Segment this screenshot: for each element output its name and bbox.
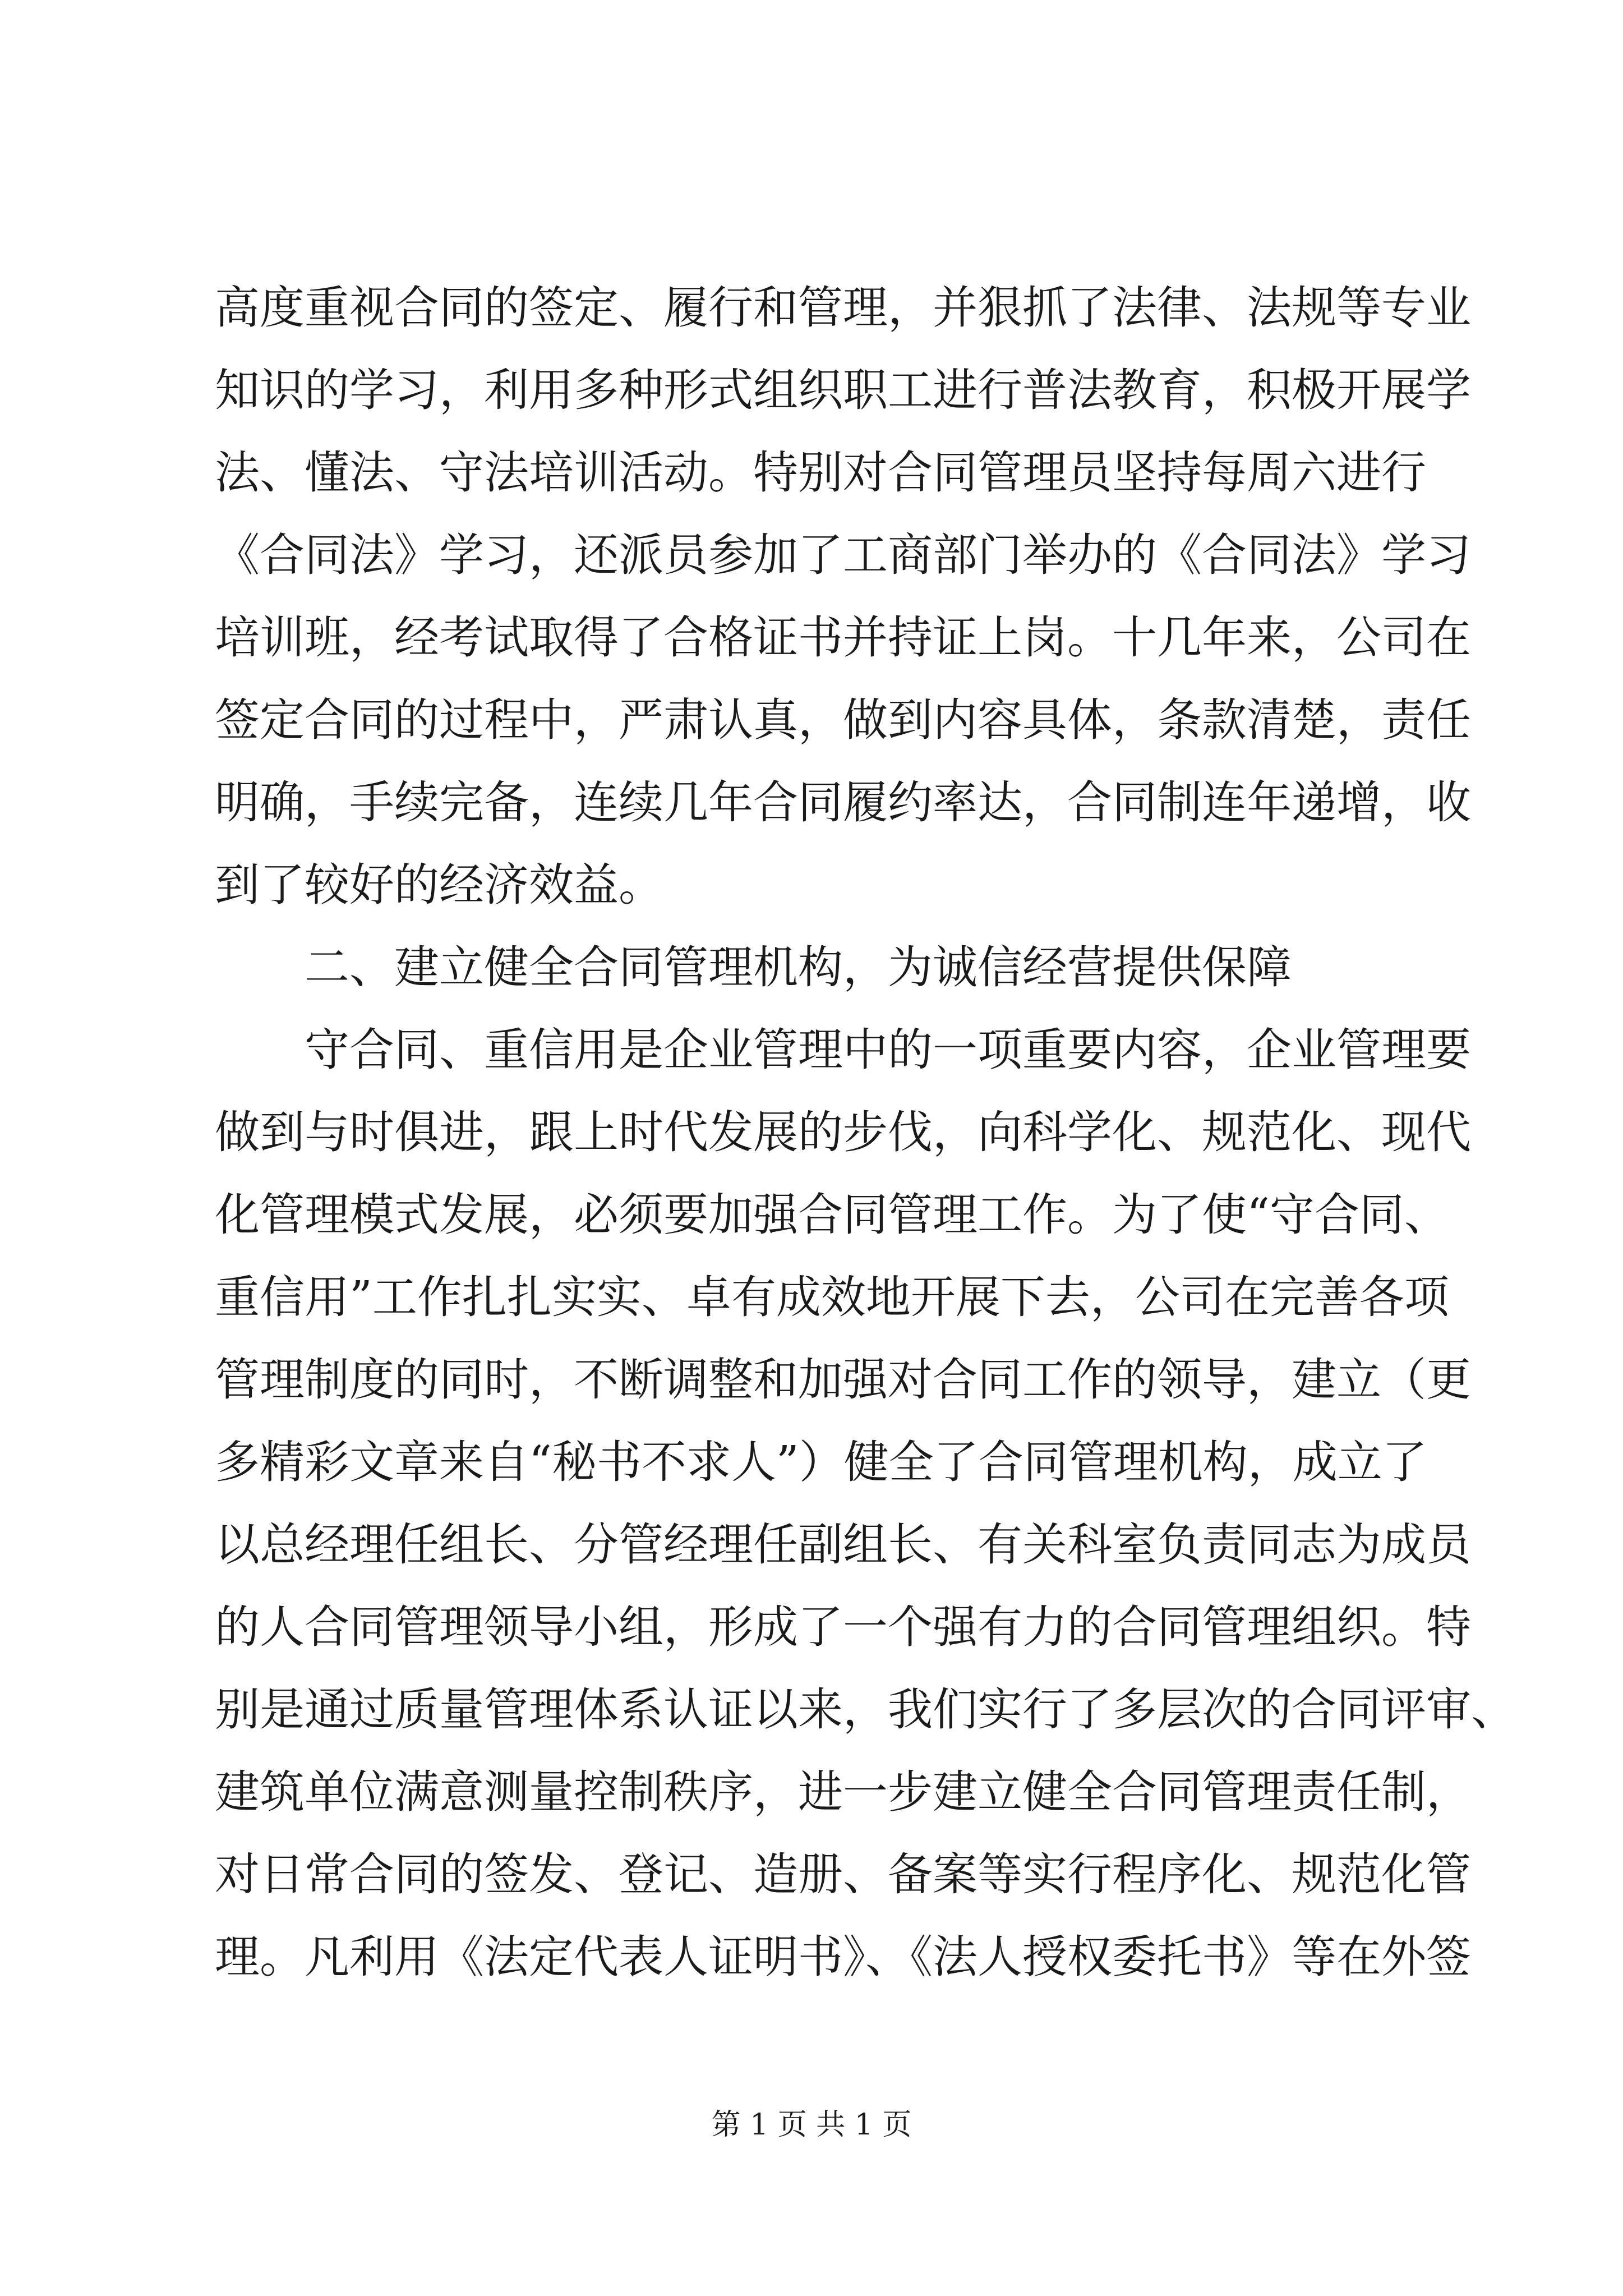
- text-line: 知识的学习，利用多种形式组织职工进行普法教育，积极开展学: [215, 364, 1471, 416]
- text-line: 守合同、重信用是企业管理中的一项重要内容，企业管理要: [305, 1024, 1471, 1076]
- text-line: 多精彩文章来自“秘书不求人”）健全了合同管理机构，成立了: [215, 1436, 1427, 1488]
- text-line: 做到与时俱进，跟上时代发展的步伐，向科学化、规范化、现代: [215, 1106, 1471, 1158]
- text-line: 化管理模式发展，必须要加强合同管理工作。为了使“守合同、: [215, 1189, 1449, 1241]
- section-heading: 二、建立健全合同管理机构，为诚信经营提供保障: [305, 941, 1292, 993]
- text-line: 法、懂法、守法培训活动。特别对合同管理员坚持每周六进行: [215, 447, 1426, 499]
- text-line: 培训班，经考试取得了合格证书并持证上岗。十几年来，公司在: [215, 611, 1471, 664]
- text-line: 以总经理任组长、分管经理任副组长、有关科室负责同志为成员: [215, 1519, 1471, 1571]
- text-line: 管理制度的同时，不断调整和加强对合同工作的领导，建立（更: [215, 1354, 1471, 1406]
- text-line: 《合同法》学习，还派员参加了工商部门举办的《合同法》学习: [215, 529, 1471, 581]
- text-line: 理。凡利用《法定代表人证明书》、《法人授权委托书》等在外签: [215, 1931, 1471, 1983]
- text-line: 重信用”工作扎扎实实、卓有成效地开展下去，公司在完善各项: [215, 1271, 1449, 1323]
- text-line: 建筑单位满意测量控制秩序，进一步建立健全合同管理责任制，: [215, 1766, 1471, 1818]
- text-line: 明确，手续完备，连续几年合同履约率达，合同制连年递增，收: [215, 776, 1471, 829]
- text-line: 别是通过质量管理体系认证以来，我们实行了多层次的合同评审、: [215, 1683, 1516, 1736]
- text-line: 高度重视合同的签定、履行和管理，并狠抓了法律、法规等专业: [215, 282, 1471, 334]
- page-number-footer: 第 1 页 共 1 页: [711, 2108, 912, 2142]
- text-line: 到了较好的经济效益。: [215, 859, 663, 911]
- text-line: 签定合同的过程中，严肃认真，做到内容具体，条款清楚，责任: [215, 694, 1471, 746]
- text-line: 对日常合同的签发、登记、造册、备案等实行程序化、规范化管: [215, 1848, 1471, 1901]
- text-line: 的人合同管理领导小组，形成了一个强有力的合同管理组织。特: [215, 1601, 1471, 1653]
